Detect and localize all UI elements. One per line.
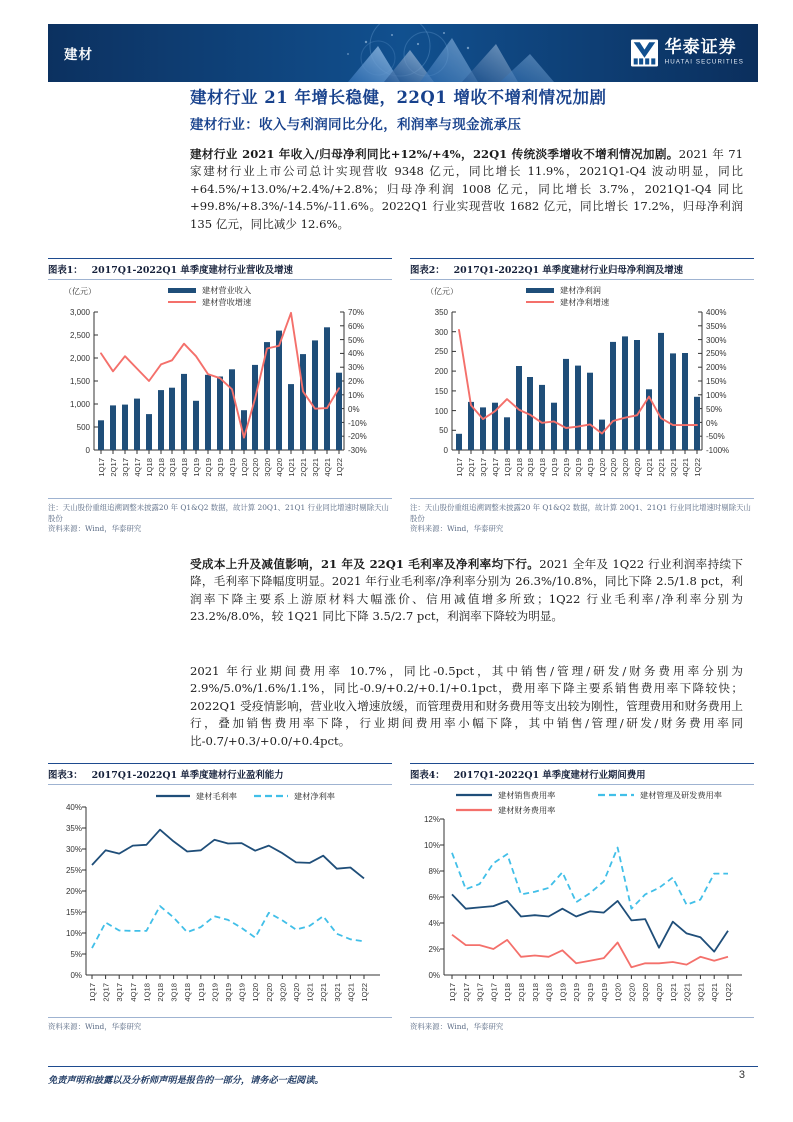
svg-text:2Q17: 2Q17 — [101, 983, 111, 1002]
svg-text:4Q21: 4Q21 — [346, 983, 356, 1002]
figure-4-finance-line — [452, 935, 728, 968]
figure-1-bars — [98, 327, 342, 450]
paragraph-revenue-lead: 建材行业 2021 年收入/归母净利同比+12%/+4%，22Q1 传统淡季增收不增利情况加剧。 — [190, 147, 679, 161]
svg-text:2Q20: 2Q20 — [251, 458, 260, 477]
svg-text:1Q18: 1Q18 — [503, 983, 513, 1002]
svg-text:4Q19: 4Q19 — [599, 983, 609, 1002]
svg-text:4Q20: 4Q20 — [633, 458, 642, 477]
svg-text:4Q17: 4Q17 — [491, 458, 500, 477]
svg-text:建材营收增速: 建材营收增速 — [202, 297, 252, 307]
svg-text:0: 0 — [85, 446, 90, 455]
svg-text:3Q20: 3Q20 — [263, 458, 272, 477]
svg-text:4Q20: 4Q20 — [655, 983, 664, 1002]
svg-text:350%: 350% — [706, 322, 727, 331]
svg-text:4Q21: 4Q21 — [323, 458, 332, 477]
svg-text:3Q19: 3Q19 — [574, 458, 583, 477]
svg-text:-30%: -30% — [348, 446, 367, 455]
svg-text:2Q20: 2Q20 — [609, 458, 618, 477]
svg-text:3Q18: 3Q18 — [526, 458, 535, 477]
svg-text:1Q22: 1Q22 — [335, 458, 344, 477]
svg-text:1Q19: 1Q19 — [558, 983, 568, 1002]
svg-text:200: 200 — [434, 367, 448, 376]
svg-text:3Q18: 3Q18 — [168, 458, 177, 477]
svg-text:1Q21: 1Q21 — [668, 983, 678, 1002]
svg-text:1Q18: 1Q18 — [142, 983, 152, 1002]
brand-name-en: HUATAI SECURITIES — [664, 58, 744, 66]
svg-text:3Q21: 3Q21 — [332, 983, 342, 1002]
figure-4-source: 资料来源：Wind，华泰研究 — [410, 1017, 754, 1033]
figure-1-note: 注：天山股份重组追溯调整未披露20 年 Q1&Q2 数据，故计算 20Q1、21Q1 行业同比增速时剔除天山股份 — [48, 498, 392, 524]
svg-text:25%: 25% — [65, 866, 82, 875]
svg-text:2Q21: 2Q21 — [299, 458, 308, 477]
svg-text:3Q18: 3Q18 — [530, 983, 540, 1002]
svg-text:2,000: 2,000 — [69, 354, 90, 363]
svg-text:1Q19: 1Q19 — [192, 458, 201, 477]
figure-4-admin-rd-line — [452, 848, 728, 909]
paragraph-margins-body: 2021 全年及 1Q22 行业利润率持续下降，毛利率下降幅度明显。2021 年行业毛利率/净利率分别为 26.3%/10.8%，同比下降 2.5/1.8 pct，利润率下降主要系上游原材料大幅涨价、信用减值增多所致；1Q22 行业毛利率/净利率分别为 23.2%/8.0%，较 1Q21 同比下降 3.5/2.7 pct，利润率下降较为明显。 — [190, 557, 743, 624]
svg-text:建材销售费用率: 建材销售费用率 — [498, 790, 556, 800]
paragraph-expenses — [190, 663, 743, 750]
figure-2-svg — [410, 280, 754, 498]
figure-1-title: 2017Q1-2022Q1 单季度建材行业营收及增速 — [91, 265, 293, 276]
svg-text:建材净利润: 建材净利润 — [560, 285, 601, 295]
figure-1-source: 资料来源：Wind，华泰研究 — [48, 524, 142, 533]
svg-text:3Q17: 3Q17 — [479, 458, 488, 477]
figure-2-note: 注：天山股份重组追溯调整未披露20 年 Q1&Q2 数据，故计算 20Q1、21Q1 行业同比增速时剔除天山股份 — [410, 498, 754, 524]
paragraph-expenses-body: 2021 年行业期间费用率 10.7%，同比-0.5pct，其中销售/管理/研发/财务费用率分别为 2.9%/5.0%/1.6%/1.1%，同比-0.9/+0.2/+0.1/+0.1pct，费用率下降主要系销售费用率下降较快；2022Q1 受疫情影响，营业收入增速放缓，而管理费用和财务费用等支出较为刚性，管理费用和财务费用上行，叠加销售费用率下降，行业期间费用率小幅下降，其中销售/管理/研发/财务费用率同比-0.7/+0.3/+0.0/+0.4pct。 — [190, 664, 743, 748]
paragraph-revenue — [190, 146, 743, 233]
svg-text:6%: 6% — [428, 893, 440, 902]
figure-2-bars — [456, 333, 700, 450]
svg-text:建材净利增速: 建材净利增速 — [560, 297, 610, 307]
figure-4-chart — [410, 785, 754, 1017]
brand-logo — [631, 37, 744, 67]
svg-text:2Q18: 2Q18 — [157, 458, 166, 477]
svg-text:4Q21: 4Q21 — [710, 983, 720, 1002]
svg-text:70%: 70% — [348, 308, 365, 317]
svg-text:1Q17: 1Q17 — [448, 983, 457, 1002]
svg-text:12%: 12% — [423, 815, 440, 824]
figure-2-unit: （亿元） — [426, 287, 458, 296]
footer-disclaimer: 免责声明和披露以及分析师声明是报告的一部分，请务必一起阅读。 — [48, 1075, 324, 1086]
svg-text:4Q17: 4Q17 — [128, 983, 138, 1002]
svg-text:4Q20: 4Q20 — [292, 983, 301, 1002]
svg-text:0%: 0% — [70, 971, 82, 980]
svg-text:3,000: 3,000 — [69, 308, 90, 317]
svg-text:2Q18: 2Q18 — [517, 983, 526, 1002]
svg-text:1Q20: 1Q20 — [251, 983, 261, 1002]
svg-text:3Q21: 3Q21 — [669, 458, 678, 477]
svg-text:50%: 50% — [706, 405, 723, 414]
figure-4-svg — [410, 785, 754, 1017]
paragraph-margins — [190, 556, 743, 626]
figure-3-header — [48, 763, 392, 785]
svg-text:-10%: -10% — [348, 419, 367, 428]
svg-text:1Q19: 1Q19 — [550, 458, 559, 477]
svg-text:3Q17: 3Q17 — [121, 458, 130, 477]
svg-text:2Q17: 2Q17 — [109, 458, 118, 477]
svg-text:3Q17: 3Q17 — [115, 983, 125, 1002]
svg-text:150: 150 — [434, 387, 448, 396]
svg-text:-20%: -20% — [348, 432, 367, 441]
svg-text:4Q21: 4Q21 — [681, 458, 690, 477]
svg-text:350: 350 — [434, 308, 448, 317]
svg-text:1Q22: 1Q22 — [693, 458, 702, 477]
paragraph-margins-lead: 受成本上升及减值影响，21 年及 22Q1 毛利率及净利率均下行。 — [190, 557, 540, 571]
figure-3-legend — [156, 791, 335, 801]
figure-3-svg — [48, 785, 392, 1017]
svg-text:40%: 40% — [348, 349, 365, 358]
svg-text:10%: 10% — [423, 841, 440, 850]
svg-text:60%: 60% — [348, 322, 365, 331]
figure-1-svg — [48, 280, 392, 498]
figure-2-number: 图表2： — [410, 265, 445, 276]
svg-text:2Q20: 2Q20 — [264, 983, 274, 1002]
svg-text:10%: 10% — [348, 391, 365, 400]
svg-text:4Q18: 4Q18 — [183, 983, 193, 1002]
svg-text:1Q17: 1Q17 — [88, 983, 97, 1002]
figure-3-net-margin-line — [92, 906, 364, 948]
svg-text:400%: 400% — [706, 308, 727, 317]
figure-4-legend — [456, 790, 722, 815]
figure-3 — [48, 763, 392, 1033]
svg-text:1Q17: 1Q17 — [455, 458, 464, 477]
page-subtitle: 建材行业：收入与利润同比分化，利润率与现金流承压 — [190, 117, 522, 133]
svg-text:-100%: -100% — [706, 446, 730, 455]
figure-4-title: 2017Q1-2022Q1 单季度建材行业期间费用 — [453, 770, 646, 781]
svg-text:1Q21: 1Q21 — [645, 458, 654, 477]
svg-text:建材营业收入: 建材营业收入 — [202, 285, 252, 295]
sector-label: 建材 — [64, 47, 93, 63]
svg-text:3Q20: 3Q20 — [278, 983, 288, 1002]
huatai-logo-icon — [631, 40, 658, 67]
svg-text:1Q17: 1Q17 — [97, 458, 106, 477]
svg-text:3Q17: 3Q17 — [475, 983, 485, 1002]
svg-text:2Q19: 2Q19 — [572, 983, 582, 1002]
svg-text:2Q21: 2Q21 — [319, 983, 329, 1002]
svg-text:4Q17: 4Q17 — [133, 458, 142, 477]
page-header-banner — [48, 24, 758, 82]
figure-1 — [48, 258, 392, 535]
svg-text:建材管理及研发费用率: 建材管理及研发费用率 — [640, 790, 722, 800]
svg-text:3Q21: 3Q21 — [696, 983, 706, 1002]
brand-name-cn: 华泰证券 — [664, 37, 737, 58]
svg-text:4Q19: 4Q19 — [228, 458, 237, 477]
svg-text:3Q20: 3Q20 — [621, 458, 630, 477]
svg-text:8%: 8% — [428, 867, 440, 876]
figure-3-chart — [48, 785, 392, 1017]
svg-text:4Q18: 4Q18 — [544, 983, 554, 1002]
svg-text:2Q17: 2Q17 — [461, 983, 471, 1002]
figure-3-source: 资料来源：Wind，华泰研究 — [48, 1017, 392, 1033]
figure-3-number: 图表3： — [48, 770, 83, 781]
svg-text:4Q17: 4Q17 — [489, 983, 499, 1002]
svg-text:1Q20: 1Q20 — [598, 458, 607, 477]
svg-text:1Q21: 1Q21 — [287, 458, 296, 477]
svg-text:2Q19: 2Q19 — [204, 458, 213, 477]
svg-text:40%: 40% — [65, 803, 82, 812]
svg-text:2Q18: 2Q18 — [515, 458, 524, 477]
svg-text:5%: 5% — [70, 950, 82, 959]
svg-text:50%: 50% — [348, 336, 365, 345]
svg-text:3Q19: 3Q19 — [216, 458, 225, 477]
svg-text:3Q19: 3Q19 — [224, 983, 233, 1002]
svg-text:30%: 30% — [65, 845, 82, 854]
svg-text:0%: 0% — [706, 419, 718, 428]
svg-text:10%: 10% — [65, 929, 82, 938]
svg-text:250: 250 — [434, 347, 448, 356]
svg-text:4Q18: 4Q18 — [180, 458, 189, 477]
svg-text:50: 50 — [439, 426, 448, 435]
svg-text:100: 100 — [434, 407, 448, 416]
footer-divider — [48, 1066, 758, 1067]
svg-text:2Q18: 2Q18 — [156, 983, 165, 1002]
svg-text:15%: 15% — [65, 908, 82, 917]
figure-4-number: 图表4： — [410, 770, 445, 781]
page-number: 3 — [738, 1069, 745, 1081]
figure-4-header — [410, 763, 754, 785]
svg-text:250%: 250% — [706, 349, 727, 358]
figure-1-chart — [48, 280, 392, 498]
svg-text:4%: 4% — [428, 919, 440, 928]
figure-2 — [410, 258, 754, 535]
figure-2-legend — [526, 285, 610, 307]
svg-text:1Q22: 1Q22 — [724, 983, 733, 1002]
figure-4 — [410, 763, 754, 1033]
svg-text:2Q21: 2Q21 — [657, 458, 666, 477]
svg-text:35%: 35% — [65, 824, 82, 833]
svg-text:20%: 20% — [348, 377, 365, 386]
svg-text:3Q20: 3Q20 — [641, 983, 651, 1002]
paragraph-revenue-body: 2021 年 71 家建材行业上市公司总计实现营收 9348 亿元，同比增长 11.9%，2021Q1-Q4 波动明显，同比+64.5%/+13.0%/+2.4%/+2.8%；归母净利润 1008 亿元，同比增长 3.7%，2021Q1-Q4 同比+99.8%/+8.3%/-14.5%/-11.6%。2022Q1 行业实现营收 1682 亿元，同比增长 17.2%，归母净利润 135 亿元，同比减少 12.6%。 — [190, 147, 743, 231]
svg-text:1Q22: 1Q22 — [360, 983, 369, 1002]
svg-text:-50%: -50% — [706, 432, 725, 441]
figure-2-header — [410, 258, 754, 280]
figure-3-title: 2017Q1-2022Q1 单季度建材行业盈利能力 — [91, 770, 284, 781]
svg-text:3Q21: 3Q21 — [311, 458, 320, 477]
svg-text:2Q21: 2Q21 — [682, 983, 692, 1002]
svg-text:建材毛利率: 建材毛利率 — [196, 791, 237, 801]
svg-text:1Q19: 1Q19 — [196, 983, 206, 1002]
svg-text:300: 300 — [434, 328, 448, 337]
figure-1-number: 图表1： — [48, 265, 83, 276]
figure-2-chart — [410, 280, 754, 498]
figure-2-title: 2017Q1-2022Q1 单季度建材行业归母净利润及增速 — [453, 265, 684, 276]
svg-text:4Q18: 4Q18 — [538, 458, 547, 477]
svg-text:1Q18: 1Q18 — [503, 458, 512, 477]
figure-1-unit: （亿元） — [64, 287, 96, 296]
svg-text:2,500: 2,500 — [69, 331, 90, 340]
svg-text:2Q20: 2Q20 — [627, 983, 637, 1002]
svg-text:2%: 2% — [428, 945, 440, 954]
svg-text:4Q20: 4Q20 — [275, 458, 284, 477]
figure-1-header — [48, 258, 392, 280]
svg-text:1,000: 1,000 — [69, 400, 90, 409]
svg-text:1Q20: 1Q20 — [613, 983, 623, 1002]
figure-1-legend — [168, 285, 252, 307]
svg-text:2Q17: 2Q17 — [467, 458, 476, 477]
svg-text:200%: 200% — [706, 363, 727, 372]
svg-text:4Q19: 4Q19 — [586, 458, 595, 477]
svg-text:0%: 0% — [348, 405, 360, 414]
svg-text:300%: 300% — [706, 336, 727, 345]
svg-text:20%: 20% — [65, 887, 82, 896]
svg-text:500: 500 — [76, 423, 90, 432]
svg-text:4Q19: 4Q19 — [237, 983, 247, 1002]
svg-text:1Q18: 1Q18 — [145, 458, 154, 477]
svg-text:100%: 100% — [706, 391, 727, 400]
svg-text:3Q19: 3Q19 — [586, 983, 595, 1002]
svg-text:建材财务费用率: 建材财务费用率 — [498, 805, 556, 815]
svg-text:1,500: 1,500 — [69, 377, 90, 386]
svg-text:2Q19: 2Q19 — [210, 983, 220, 1002]
svg-text:150%: 150% — [706, 377, 727, 386]
svg-text:30%: 30% — [348, 363, 365, 372]
page-title: 建材行业 21 年增长稳健，22Q1 增收不增利情况加剧 — [190, 88, 607, 107]
svg-text:3Q18: 3Q18 — [169, 983, 179, 1002]
figure-2-source: 资料来源：Wind，华泰研究 — [410, 524, 504, 533]
svg-text:0: 0 — [443, 446, 448, 455]
svg-text:1Q21: 1Q21 — [305, 983, 315, 1002]
svg-text:建材净利率: 建材净利率 — [294, 791, 335, 801]
figure-3-gross-margin-line — [92, 830, 364, 879]
svg-text:2Q19: 2Q19 — [562, 458, 571, 477]
svg-text:1Q20: 1Q20 — [240, 458, 249, 477]
svg-text:0%: 0% — [428, 971, 440, 980]
